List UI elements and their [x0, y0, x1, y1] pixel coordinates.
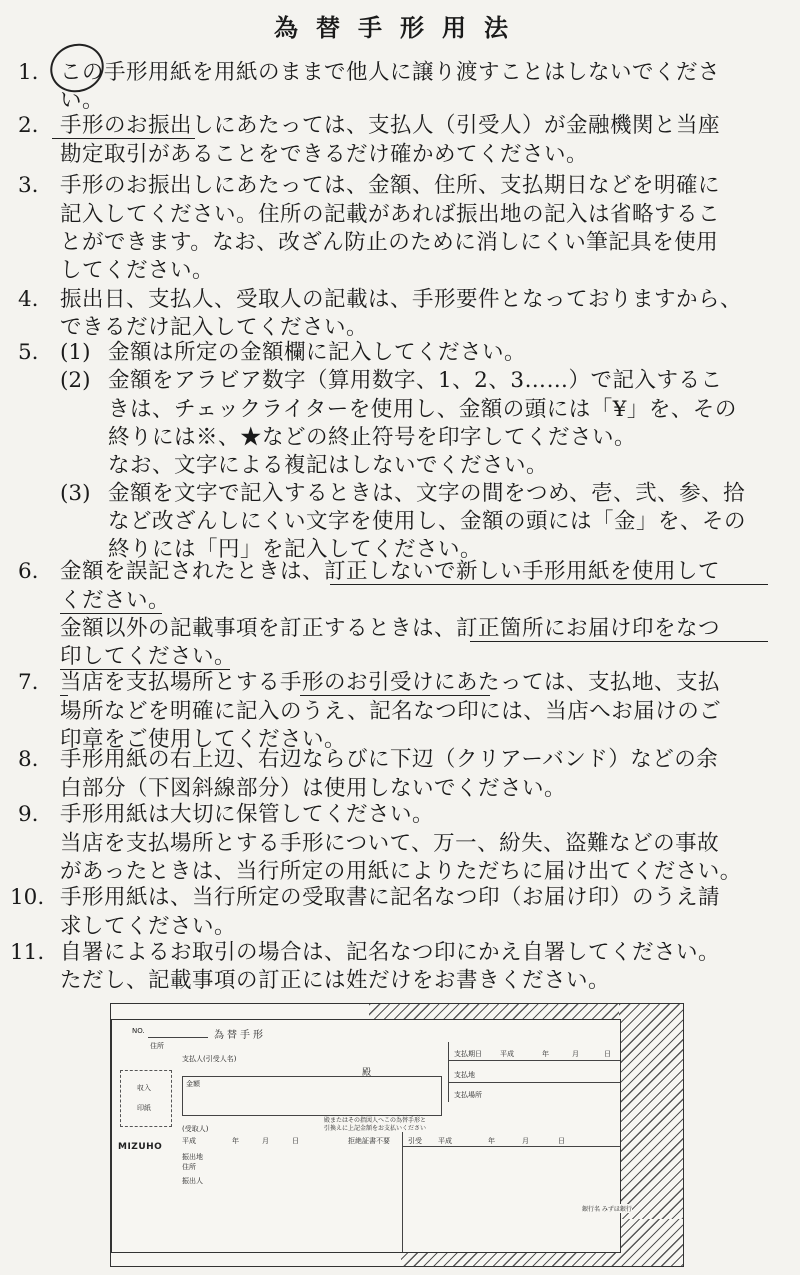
- item-number: 9.: [18, 802, 39, 827]
- item-text-line: 求してください。: [60, 914, 237, 939]
- item-number: 2.: [18, 113, 39, 138]
- item-number: 4.: [18, 287, 39, 312]
- form-protest-label: 拒絶証書不要: [348, 1137, 390, 1145]
- item-number: 10.: [10, 885, 45, 910]
- form-body: NO. 為替手形 住所 支払人(引受人名) 殿 収入 印紙 金額 支払期日 平成 年 月 日 支払地 支払場所 殿またはその指図人へこの為替手形と 引換えに上記金額をお支払いください (受取人) 平成 年 月 日 拒絶証書不要 引受 平成 年 月 日 MIZUHO 振出地 住所 振出人 銀行名 みずほ銀行: [111, 1019, 621, 1253]
- item-number: 3.: [18, 173, 39, 198]
- item-text-line: 手形用紙の右上辺、右辺ならびに下辺（クリアーバンド）などの余: [60, 747, 719, 772]
- item-text-line: 白部分（下図斜線部分）は使用しないでください。: [60, 776, 567, 801]
- item-number: 5.: [18, 340, 39, 365]
- item-text-line: 終りには※、★などの終止符号を印字してください。: [108, 425, 637, 450]
- form-payer-label: 支払人(引受人名): [182, 1055, 237, 1063]
- form-drawer-label: 振出人: [182, 1177, 203, 1185]
- item-text-line: 自署によるお取引の場合は、記名なつ印にかえ自署してください。: [60, 940, 721, 965]
- item-text-line: 場所などを明確に記入のうえ、記名なつ印には、当店へお届けのご: [60, 699, 722, 724]
- item-text-line: ただし、記載事項の訂正には姓だけをお書きください。: [60, 968, 611, 993]
- item-text-line: 金額を誤記されたときは、訂正しないで新しい手形用紙を使用して: [60, 559, 721, 584]
- form-place-label: 支払地: [454, 1071, 475, 1079]
- item-text-line: 金額を文字で記入するときは、文字の間をつめ、壱、弐、参、拾: [108, 481, 746, 506]
- item-text-line: 金額は所定の金額欄に記入してください。: [108, 340, 527, 365]
- item-number: 6.: [18, 559, 39, 584]
- item-text-line: とができます。なお、改ざん防止のために消しにくい筆記具を使用: [60, 230, 719, 255]
- form-title: 為替手形: [214, 1030, 266, 1041]
- handwritten-underline: [470, 641, 768, 642]
- item-text-line: 金額をアラビア数字（算用数字、1、2、3……）で記入するこ: [108, 368, 723, 393]
- form-location-label: 支払場所: [454, 1091, 482, 1099]
- item-text-line: なお、文字による複記はしないでください。: [108, 453, 549, 478]
- item-text-line: この手形用紙を用紙のままで他人に譲り渡すことはしないでくださ: [60, 60, 721, 85]
- item-text-line: してください。: [60, 258, 215, 283]
- item-text-line: 記入してください。住所の記載があれば振出地の記入は省略するこ: [60, 202, 721, 227]
- item-text-line: 当店を支払場所とする手形のお引受けにあたっては、支払地、支払: [60, 670, 721, 695]
- hatched-top-strip: [369, 1004, 619, 1019]
- bank-logo: MIZUHO: [118, 1142, 163, 1152]
- page-title: 為替手形用法: [274, 14, 526, 42]
- form-honorific: 殿: [362, 1068, 372, 1078]
- item-text-line: 終りには「円」を記入してください。: [108, 537, 483, 562]
- item-text-line: ください。: [60, 588, 171, 613]
- handwritten-underline: [52, 138, 195, 139]
- bill-form-diagram: [110, 1003, 684, 1267]
- item-number: 8.: [18, 747, 39, 772]
- item-text-line: 金額以外の記載事項を訂正するときは、訂正箇所にお届け印をなつ: [60, 616, 721, 641]
- form-payee-label: (受取人): [182, 1125, 209, 1133]
- item-text-line: できるだけ記入してください。: [60, 315, 369, 340]
- item-number: 1.: [18, 60, 39, 85]
- item-text-line: 手形のお振出しにあたっては、金額、住所、支払期日などを明確に: [60, 173, 721, 198]
- handwritten-underline: [60, 695, 68, 696]
- item-number: (3): [60, 481, 91, 506]
- item-number: (1): [60, 340, 91, 365]
- item-number: (2): [60, 368, 91, 393]
- form-due-label: 支払期日: [454, 1050, 482, 1058]
- item-text-line: い。: [60, 88, 105, 113]
- item-text-line: など改ざんしにくい文字を使用し、金額の頭には「金」を、その: [108, 509, 747, 534]
- item-text-line: 当店を支払場所とする手形について、万一、紛失、盗難などの事故: [60, 831, 720, 856]
- item-text-line: 手形用紙は大切に保管してください。: [60, 802, 435, 827]
- revenue-stamp-box: 収入 印紙: [120, 1070, 172, 1127]
- item-number: 7.: [18, 670, 39, 695]
- handwritten-underline: [300, 695, 490, 696]
- item-number: 11.: [10, 940, 45, 965]
- amount-box: 金額: [182, 1076, 442, 1116]
- handwritten-underline: [330, 584, 768, 585]
- item-text-line: 手形用紙は、当行所定の受取書に記名なつ印（お届け印）のうえ請: [60, 885, 721, 910]
- item-text-line: 手形のお振出しにあたっては、支払人（引受人）が金融機関と当座: [60, 113, 721, 138]
- item-text-line: 勘定取引があることをできるだけ確かめてください。: [60, 142, 589, 167]
- item-text-line: 印してください。: [60, 644, 237, 669]
- form-no-label: NO.: [132, 1027, 145, 1035]
- item-text-line: 印章をご使用してください。: [60, 727, 347, 752]
- form-address-label: 住所: [150, 1042, 164, 1050]
- item-text-line: があったときは、当行所定の用紙によりただちに届け出てください。: [60, 859, 742, 884]
- item-text-line: きは、チェックライターを使用し、金額の頭には「¥」を、その: [108, 397, 737, 422]
- item-text-line: 振出日、支払人、受取人の記載は、手形要件となっておりますから、: [60, 287, 743, 312]
